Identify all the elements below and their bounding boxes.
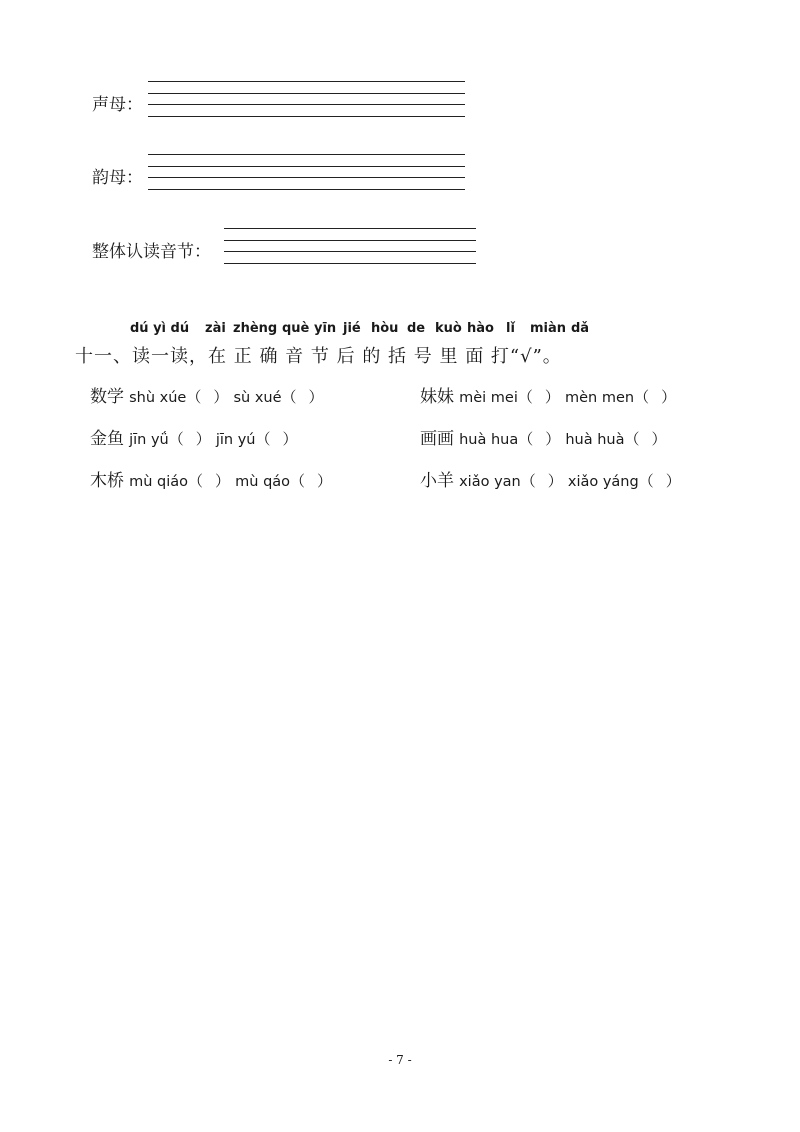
- item-word: 数学: [90, 387, 124, 407]
- writing-line: [148, 104, 465, 105]
- answer-paren-close: ）: [547, 472, 563, 490]
- pinyin-annotation: dú yì dú: [130, 321, 190, 336]
- pinyin-option: xiǎo yáng: [567, 474, 639, 490]
- writing-line: [224, 251, 476, 252]
- pinyin-annotation: zhèng: [233, 321, 278, 336]
- writing-line: [224, 263, 476, 264]
- answer-paren-open: （: [255, 430, 271, 448]
- answer-paren-close: ）: [661, 388, 677, 406]
- answer-paren-open: （: [281, 388, 297, 406]
- pinyin-option: huà hua: [459, 432, 519, 448]
- pinyin-option: mù qiáo: [129, 474, 189, 490]
- item-huahua: [420, 424, 667, 449]
- answer-paren-open: （: [520, 472, 536, 490]
- writing-line: [224, 240, 476, 241]
- pinyin-annotation: de: [407, 321, 426, 336]
- zhengti-label: 整体认读音节：: [92, 242, 211, 262]
- item-word: 妹妹: [420, 387, 454, 407]
- answer-paren-open: （: [186, 388, 202, 406]
- item-word: 画画: [420, 429, 454, 449]
- answer-paren-close: ）: [544, 388, 560, 406]
- pinyin-option: mù qáo: [235, 474, 291, 490]
- writing-line: [148, 177, 465, 178]
- writing-line: [148, 189, 465, 190]
- answer-paren-close: ）: [195, 430, 211, 448]
- writing-line: [224, 228, 476, 229]
- answer-paren-close: ）: [213, 388, 229, 406]
- pinyin-option: xiǎo yan: [459, 474, 521, 490]
- section-title: 十一、读一读，在 正 确 音 节 后 的 括 号 里 面 打“√”。: [75, 346, 562, 367]
- answer-paren-open: （: [634, 388, 650, 406]
- item-jinyu: [90, 424, 298, 449]
- pinyin-annotation: zài: [205, 321, 226, 336]
- answer-paren-open: （: [518, 430, 534, 448]
- item-word: 木桥: [90, 471, 124, 491]
- pinyin-annotation: què: [282, 321, 310, 336]
- pinyin-option: mèn men: [564, 390, 635, 406]
- writing-line: [148, 93, 465, 94]
- pinyin-annotation: yīn: [314, 321, 337, 336]
- pinyin-annotation: dǎ: [571, 321, 590, 336]
- answer-paren-close: ）: [215, 472, 231, 490]
- item-shuxue: [90, 382, 324, 407]
- item-word: 小羊: [420, 471, 454, 491]
- answer-paren-open: （: [168, 430, 184, 448]
- answer-paren-open: （: [290, 472, 306, 490]
- writing-line: [148, 81, 465, 82]
- answer-paren-open: （: [188, 472, 204, 490]
- answer-paren-close: ）: [651, 430, 667, 448]
- pinyin-annotation: jié: [343, 321, 361, 336]
- pinyin-option: sù xué: [233, 390, 282, 406]
- item-muqiao: [90, 466, 332, 491]
- answer-paren-open: （: [517, 388, 533, 406]
- pinyin-annotation: hòu: [371, 321, 399, 336]
- answer-paren-close: ）: [317, 472, 333, 490]
- page-number: - 7 -: [388, 1053, 412, 1067]
- pinyin-option: jīn yú: [215, 432, 256, 448]
- pinyin-option: jīn yǘ: [129, 432, 169, 448]
- writing-line: [148, 116, 465, 117]
- answer-paren-open: （: [638, 472, 654, 490]
- pinyin-annotation: miàn: [530, 321, 567, 336]
- pinyin-option: mèi mei: [459, 390, 518, 406]
- writing-line: [148, 154, 465, 155]
- answer-paren-close: ）: [545, 430, 561, 448]
- answer-paren-open: （: [624, 430, 640, 448]
- item-word: 金鱼: [90, 429, 124, 449]
- answer-paren-close: ）: [308, 388, 324, 406]
- shengmu-label: 声母：: [92, 95, 143, 115]
- writing-line: [148, 166, 465, 167]
- answer-paren-close: ）: [665, 472, 681, 490]
- pinyin-option: huà huà: [565, 432, 625, 448]
- answer-paren-close: ）: [282, 430, 298, 448]
- yunmu-label: 韵母：: [92, 168, 143, 188]
- item-xiaoyang: [420, 466, 681, 491]
- pinyin-annotation: kuò: [435, 321, 462, 336]
- pinyin-annotation: lǐ: [506, 321, 515, 336]
- item-meimei: [420, 382, 676, 407]
- pinyin-option: shù xúe: [129, 390, 187, 406]
- pinyin-annotation: hào: [467, 321, 494, 336]
